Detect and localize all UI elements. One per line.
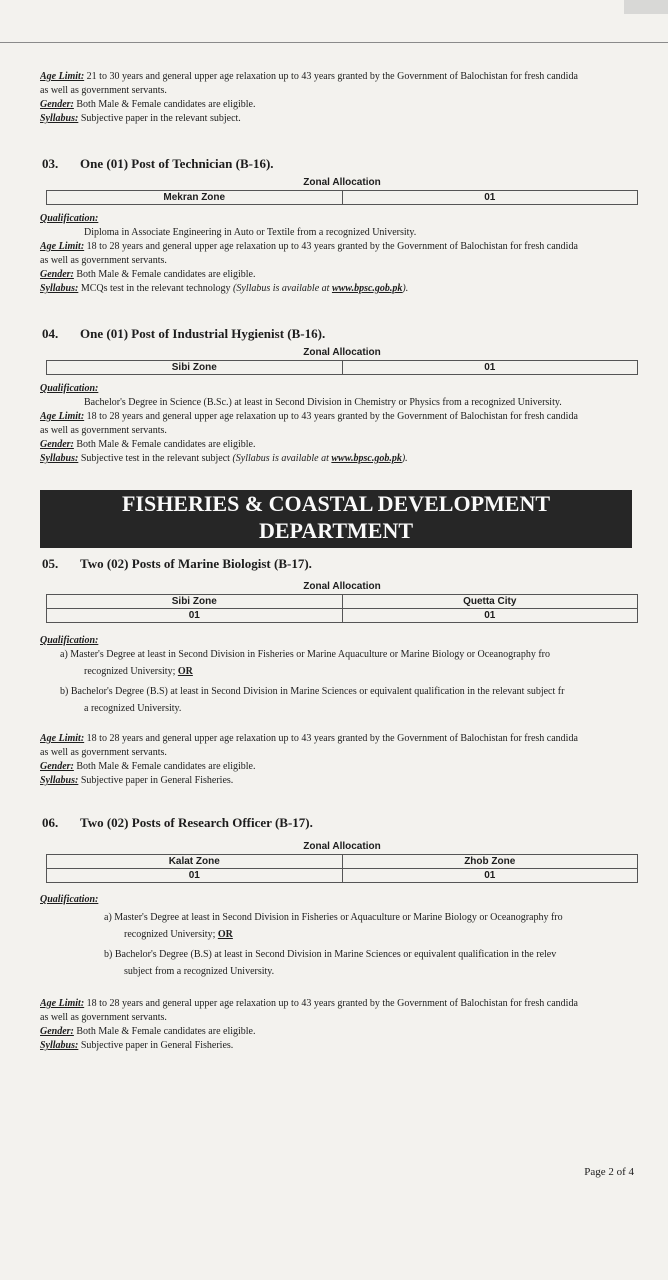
- gender-text: Both Male & Female candidates are eligible.: [73, 761, 256, 772]
- count-cell: 01: [342, 191, 638, 205]
- section-number: 05.: [42, 556, 59, 571]
- post-title: One (01) Post of Industrial Hygienist (B-16).: [80, 326, 326, 341]
- post-title: Two (02) Posts of Research Officer (B-17).: [80, 815, 313, 830]
- section-number: 03.: [42, 156, 59, 171]
- age-limit-text-cont: as well as government servants.: [40, 85, 167, 96]
- gender-text: Both Male & Female candidates are eligible.: [73, 439, 256, 450]
- qualification-a-text-cont: recognized University;: [84, 666, 178, 677]
- gender-text: Both Male & Female candidates are eligible.: [73, 269, 256, 280]
- section-03-zonal-table: [46, 176, 638, 205]
- syllabus-note: (Syllabus is available at: [232, 453, 332, 464]
- section-06-details: [40, 893, 644, 1053]
- syllabus-note-end: ).: [401, 453, 408, 464]
- post-title: One (01) Post of Technician (B-16).: [80, 156, 274, 171]
- zone-cell: Sibi Zone: [47, 361, 343, 375]
- gender-text: Both Male & Female candidates are eligible.: [73, 1026, 256, 1037]
- table-row: [47, 855, 638, 869]
- age-limit-text-cont: as well as government servants.: [40, 255, 167, 266]
- zone-cell: Kalat Zone: [47, 855, 343, 869]
- age-limit-text-cont: as well as government servants.: [40, 1012, 167, 1023]
- department-title-line2: DEPARTMENT: [258, 518, 414, 543]
- syllabus-label: Syllabus:: [40, 283, 79, 294]
- section-number: 06.: [42, 815, 59, 830]
- age-limit-label: Age Limit:: [40, 998, 85, 1009]
- zone-cell: Mekran Zone: [47, 191, 343, 205]
- zone-cell: Quetta City: [342, 595, 638, 609]
- or-separator: OR: [177, 666, 193, 677]
- table-row: [47, 595, 638, 609]
- page-corner-shadow: [624, 0, 668, 14]
- qualification-label: Qualification:: [40, 383, 99, 394]
- or-separator: OR: [217, 929, 233, 940]
- syllabus-label: Syllabus:: [40, 1040, 79, 1051]
- qualification-b-text-cont: a recognized University.: [84, 703, 182, 714]
- count-cell: 01: [342, 361, 638, 375]
- qualification-b-text: Bachelor's Degree (B.S) at least in Second Division in Marine Sciences or equivalent qualification in the relev: [114, 949, 557, 960]
- age-limit-label: Age Limit:: [40, 71, 85, 82]
- age-limit-text: 18 to 28 years and general upper age relaxation up to 43 years granted by the Government of Balochistan for fresh candida: [84, 998, 578, 1009]
- gender-text: Both Male & Female candidates are eligible.: [73, 99, 256, 110]
- age-limit-text: 21 to 30 years and general upper age relaxation up to 43 years granted by the Government of Balochistan for fresh candida: [84, 71, 578, 82]
- gender-label: Gender:: [40, 1026, 74, 1037]
- section-03-details: [40, 212, 644, 296]
- post-title: Two (02) Posts of Marine Biologist (B-17).: [80, 556, 312, 571]
- qualification-b-text: Bachelor's Degree (B.S) at least in Second Division in Marine Sciences or equivalent qualification in the relevant subject fr: [70, 686, 565, 697]
- section-04-details: [40, 382, 644, 466]
- gender-label: Gender:: [40, 439, 74, 450]
- top-rule: [0, 42, 668, 43]
- bpsc-website-link[interactable]: www.bpsc.gob.pk: [331, 453, 402, 464]
- age-limit-label: Age Limit:: [40, 733, 85, 744]
- qualification-text: Diploma in Associate Engineering in Auto or Textile from a recognized University.: [84, 227, 417, 238]
- syllabus-text: Subjective test in the relevant subject: [78, 453, 233, 464]
- section-06-heading: [42, 815, 313, 831]
- bpsc-website-link[interactable]: www.bpsc.gob.pk: [331, 283, 403, 294]
- page-number: Page 2 of 4: [584, 1166, 634, 1178]
- table-row: [47, 361, 638, 375]
- syllabus-label: Syllabus:: [40, 453, 79, 464]
- syllabus-text: MCQs test in the relevant technology: [78, 283, 234, 294]
- age-limit-label: Age Limit:: [40, 411, 85, 422]
- syllabus-note-end: ).: [402, 283, 409, 294]
- list-marker: a): [60, 649, 68, 660]
- age-limit-label: Age Limit:: [40, 241, 85, 252]
- section-02-details: [40, 70, 644, 126]
- zonal-allocation-title: Zonal Allocation: [303, 347, 381, 358]
- list-marker: a): [104, 912, 112, 923]
- department-banner: [40, 490, 632, 548]
- count-cell: 01: [47, 869, 343, 883]
- syllabus-label: Syllabus:: [40, 113, 79, 124]
- age-limit-text-cont: as well as government servants.: [40, 747, 167, 758]
- section-05-zonal-table: [46, 580, 638, 623]
- count-cell: 01: [342, 869, 638, 883]
- qualification-label: Qualification:: [40, 213, 99, 224]
- syllabus-text: Subjective paper in General Fisheries.: [78, 775, 234, 786]
- qualification-b-text-cont: subject from a recognized University.: [124, 966, 275, 977]
- department-title-line1: FISHERIES & COASTAL DEVELOPMENT: [121, 491, 551, 516]
- gender-label: Gender:: [40, 269, 74, 280]
- list-marker: b): [60, 686, 69, 697]
- section-05-heading: [42, 556, 312, 572]
- qualification-a-text-cont: recognized University;: [124, 929, 218, 940]
- syllabus-text: Subjective paper in the relevant subject.: [78, 113, 241, 124]
- zone-cell: Sibi Zone: [47, 595, 343, 609]
- qualification-label: Qualification:: [40, 635, 99, 646]
- syllabus-text: Subjective paper in General Fisheries.: [78, 1040, 234, 1051]
- syllabus-note: (Syllabus is available at: [233, 283, 332, 294]
- section-05-details: [40, 634, 644, 788]
- table-row: [47, 609, 638, 623]
- age-limit-text: 18 to 28 years and general upper age relaxation up to 43 years granted by the Government of Balochistan for fresh candida: [84, 241, 578, 252]
- section-04-heading: [42, 326, 325, 342]
- age-limit-text: 18 to 28 years and general upper age relaxation up to 43 years granted by the Government of Balochistan for fresh candida: [84, 733, 578, 744]
- age-limit-text-cont: as well as government servants.: [40, 425, 167, 436]
- section-04-zonal-table: [46, 346, 638, 375]
- section-06-zonal-table: [46, 840, 638, 883]
- qualification-label: Qualification:: [40, 894, 99, 905]
- syllabus-label: Syllabus:: [40, 775, 79, 786]
- count-cell: 01: [47, 609, 343, 623]
- gender-label: Gender:: [40, 761, 74, 772]
- zone-cell: Zhob Zone: [342, 855, 638, 869]
- gender-label: Gender:: [40, 99, 74, 110]
- qualification-text: Bachelor's Degree in Science (B.Sc.) at least in Second Division in Chemistry or Physics from a recognized University.: [84, 397, 562, 408]
- zonal-allocation-title: Zonal Allocation: [303, 581, 381, 592]
- age-limit-text: 18 to 28 years and general upper age relaxation up to 43 years granted by the Government of Balochistan for fresh candida: [84, 411, 578, 422]
- table-row: [47, 191, 638, 205]
- qualification-a-text: Master's Degree at least in Second Division in Fisheries or Aquaculture or Marine Biology or Oceanography fro: [114, 912, 563, 923]
- list-marker: b): [104, 949, 113, 960]
- qualification-a-text: Master's Degree at least in Second Division in Fisheries or Marine Aquaculture or Marine Biology or Oceanography fro: [70, 649, 551, 660]
- count-cell: 01: [342, 609, 638, 623]
- zonal-allocation-title: Zonal Allocation: [303, 177, 381, 188]
- zonal-allocation-title: Zonal Allocation: [303, 841, 381, 852]
- table-row: [47, 869, 638, 883]
- section-03-heading: [42, 156, 274, 172]
- section-number: 04.: [42, 326, 59, 341]
